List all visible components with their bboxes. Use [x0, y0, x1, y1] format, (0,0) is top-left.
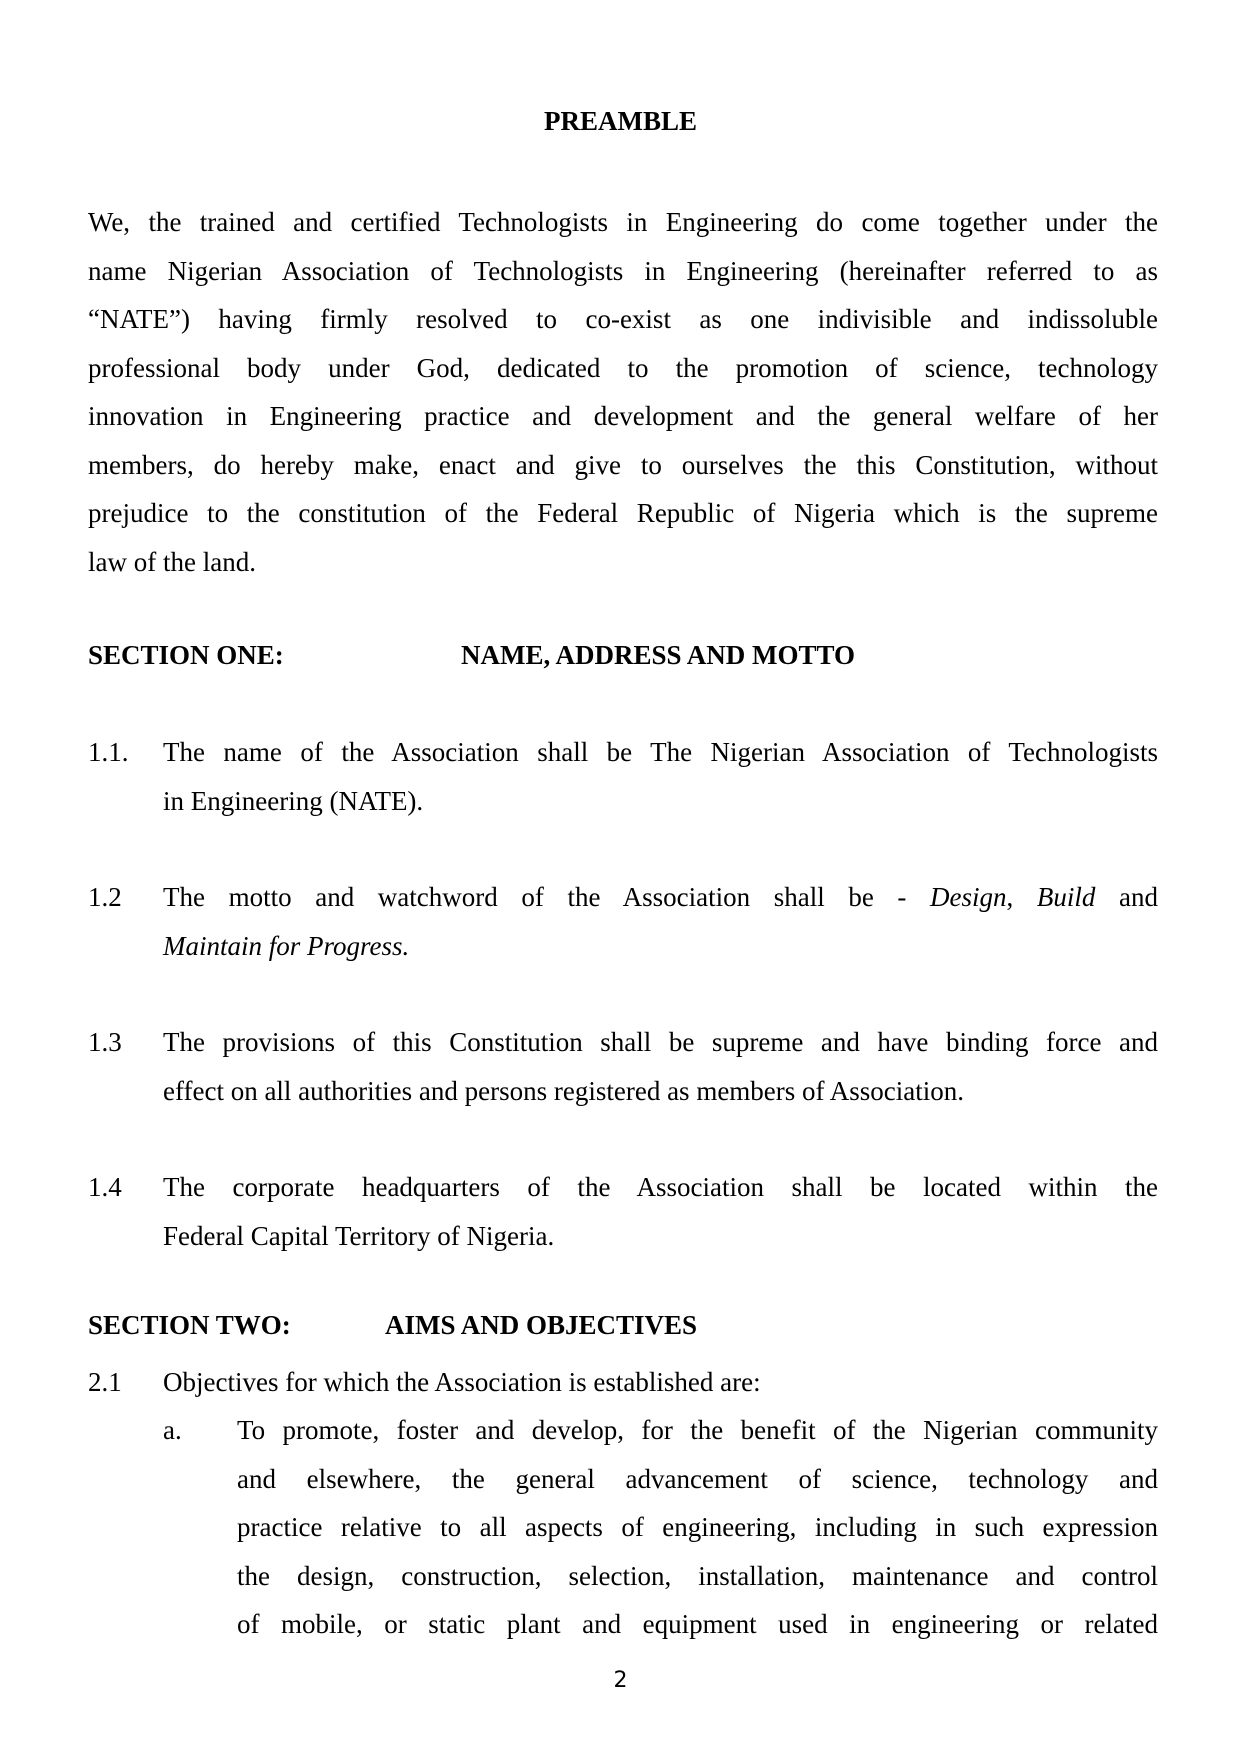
- section-label: SECTION TWO:: [88, 1310, 291, 1340]
- motto-design: Design: [930, 882, 1007, 912]
- preamble-line: prejudice to the constitution of the Federal Republic of Nigeria which is the supreme: [88, 498, 1158, 528]
- clause-line: The corporate headquarters of the Association shall be located within the: [163, 1172, 1158, 1202]
- motto-maintain: Maintain for Progress.: [163, 930, 410, 961]
- clause-line: [163, 922, 1158, 971]
- clause-line: Federal Capital Territory of Nigeria.: [163, 1220, 555, 1251]
- section-label: SECTION ONE:: [88, 640, 284, 670]
- clause-number: 1.4: [88, 1172, 122, 1202]
- preamble-paragraph: [88, 198, 1158, 586]
- subitem-line: and elsewhere, the general advancement of science, technology and: [237, 1463, 1158, 1494]
- clause-number: 1.1.: [88, 737, 129, 767]
- preamble-line: law of the land.: [88, 546, 256, 577]
- preamble-line: “NATE”) having firmly resolved to co-exist as one indivisible and indissoluble: [88, 304, 1158, 334]
- preamble-title: PREAMBLE: [543, 106, 697, 136]
- section-title: AIMS AND OBJECTIVES: [385, 1310, 698, 1340]
- motto-separator: ,: [1006, 882, 1014, 912]
- section-title: NAME, ADDRESS AND MOTTO: [461, 640, 856, 670]
- motto-intro: The motto and watchword of the Association shall be -: [163, 882, 907, 912]
- preamble-line: professional body under God, dedicated to the promotion of science, technology: [88, 352, 1158, 383]
- preamble-line: members, do hereby make, enact and give to ourselves the this Constitution, without: [88, 449, 1158, 480]
- clause-line: The name of the Association shall be The Nigerian Association of Technologists: [163, 737, 1158, 767]
- preamble-line: name Nigerian Association of Technologists in Engineering (hereinafter referred to as: [88, 255, 1158, 286]
- clause-line: effect on all authorities and persons registered as members of Association.: [163, 1075, 965, 1106]
- subitem-line: To promote, foster and develop, for the benefit of the Nigerian community: [237, 1415, 1158, 1445]
- clause-line: in Engineering (NATE).: [163, 785, 424, 816]
- motto-and: and: [1119, 882, 1159, 912]
- motto-build: Build: [1036, 882, 1096, 912]
- clause-line: [163, 873, 1158, 922]
- clause-number: 2.1: [88, 1367, 122, 1397]
- subitem-line: the design, construction, selection, installation, maintenance and control: [237, 1560, 1158, 1591]
- preamble-line: innovation in Engineering practice and development and the general welfare of her: [88, 401, 1158, 431]
- preamble-line: We, the trained and certified Technologists in Engineering do come together under the: [88, 207, 1158, 237]
- clause-line: Objectives for which the Association is established are:: [163, 1367, 761, 1397]
- page-number: 2: [613, 1668, 628, 1693]
- subitem-line: practice relative to all aspects of engineering, including in such expression: [237, 1512, 1158, 1542]
- clause-number: 1.3: [88, 1027, 122, 1057]
- subitem-line: of mobile, or static plant and equipment used in engineering or related: [237, 1609, 1158, 1639]
- subitem-marker: a.: [163, 1415, 182, 1445]
- clause-number: 1.2: [88, 882, 122, 912]
- clause-line: The provisions of this Constitution shall be supreme and have binding force and: [163, 1027, 1158, 1057]
